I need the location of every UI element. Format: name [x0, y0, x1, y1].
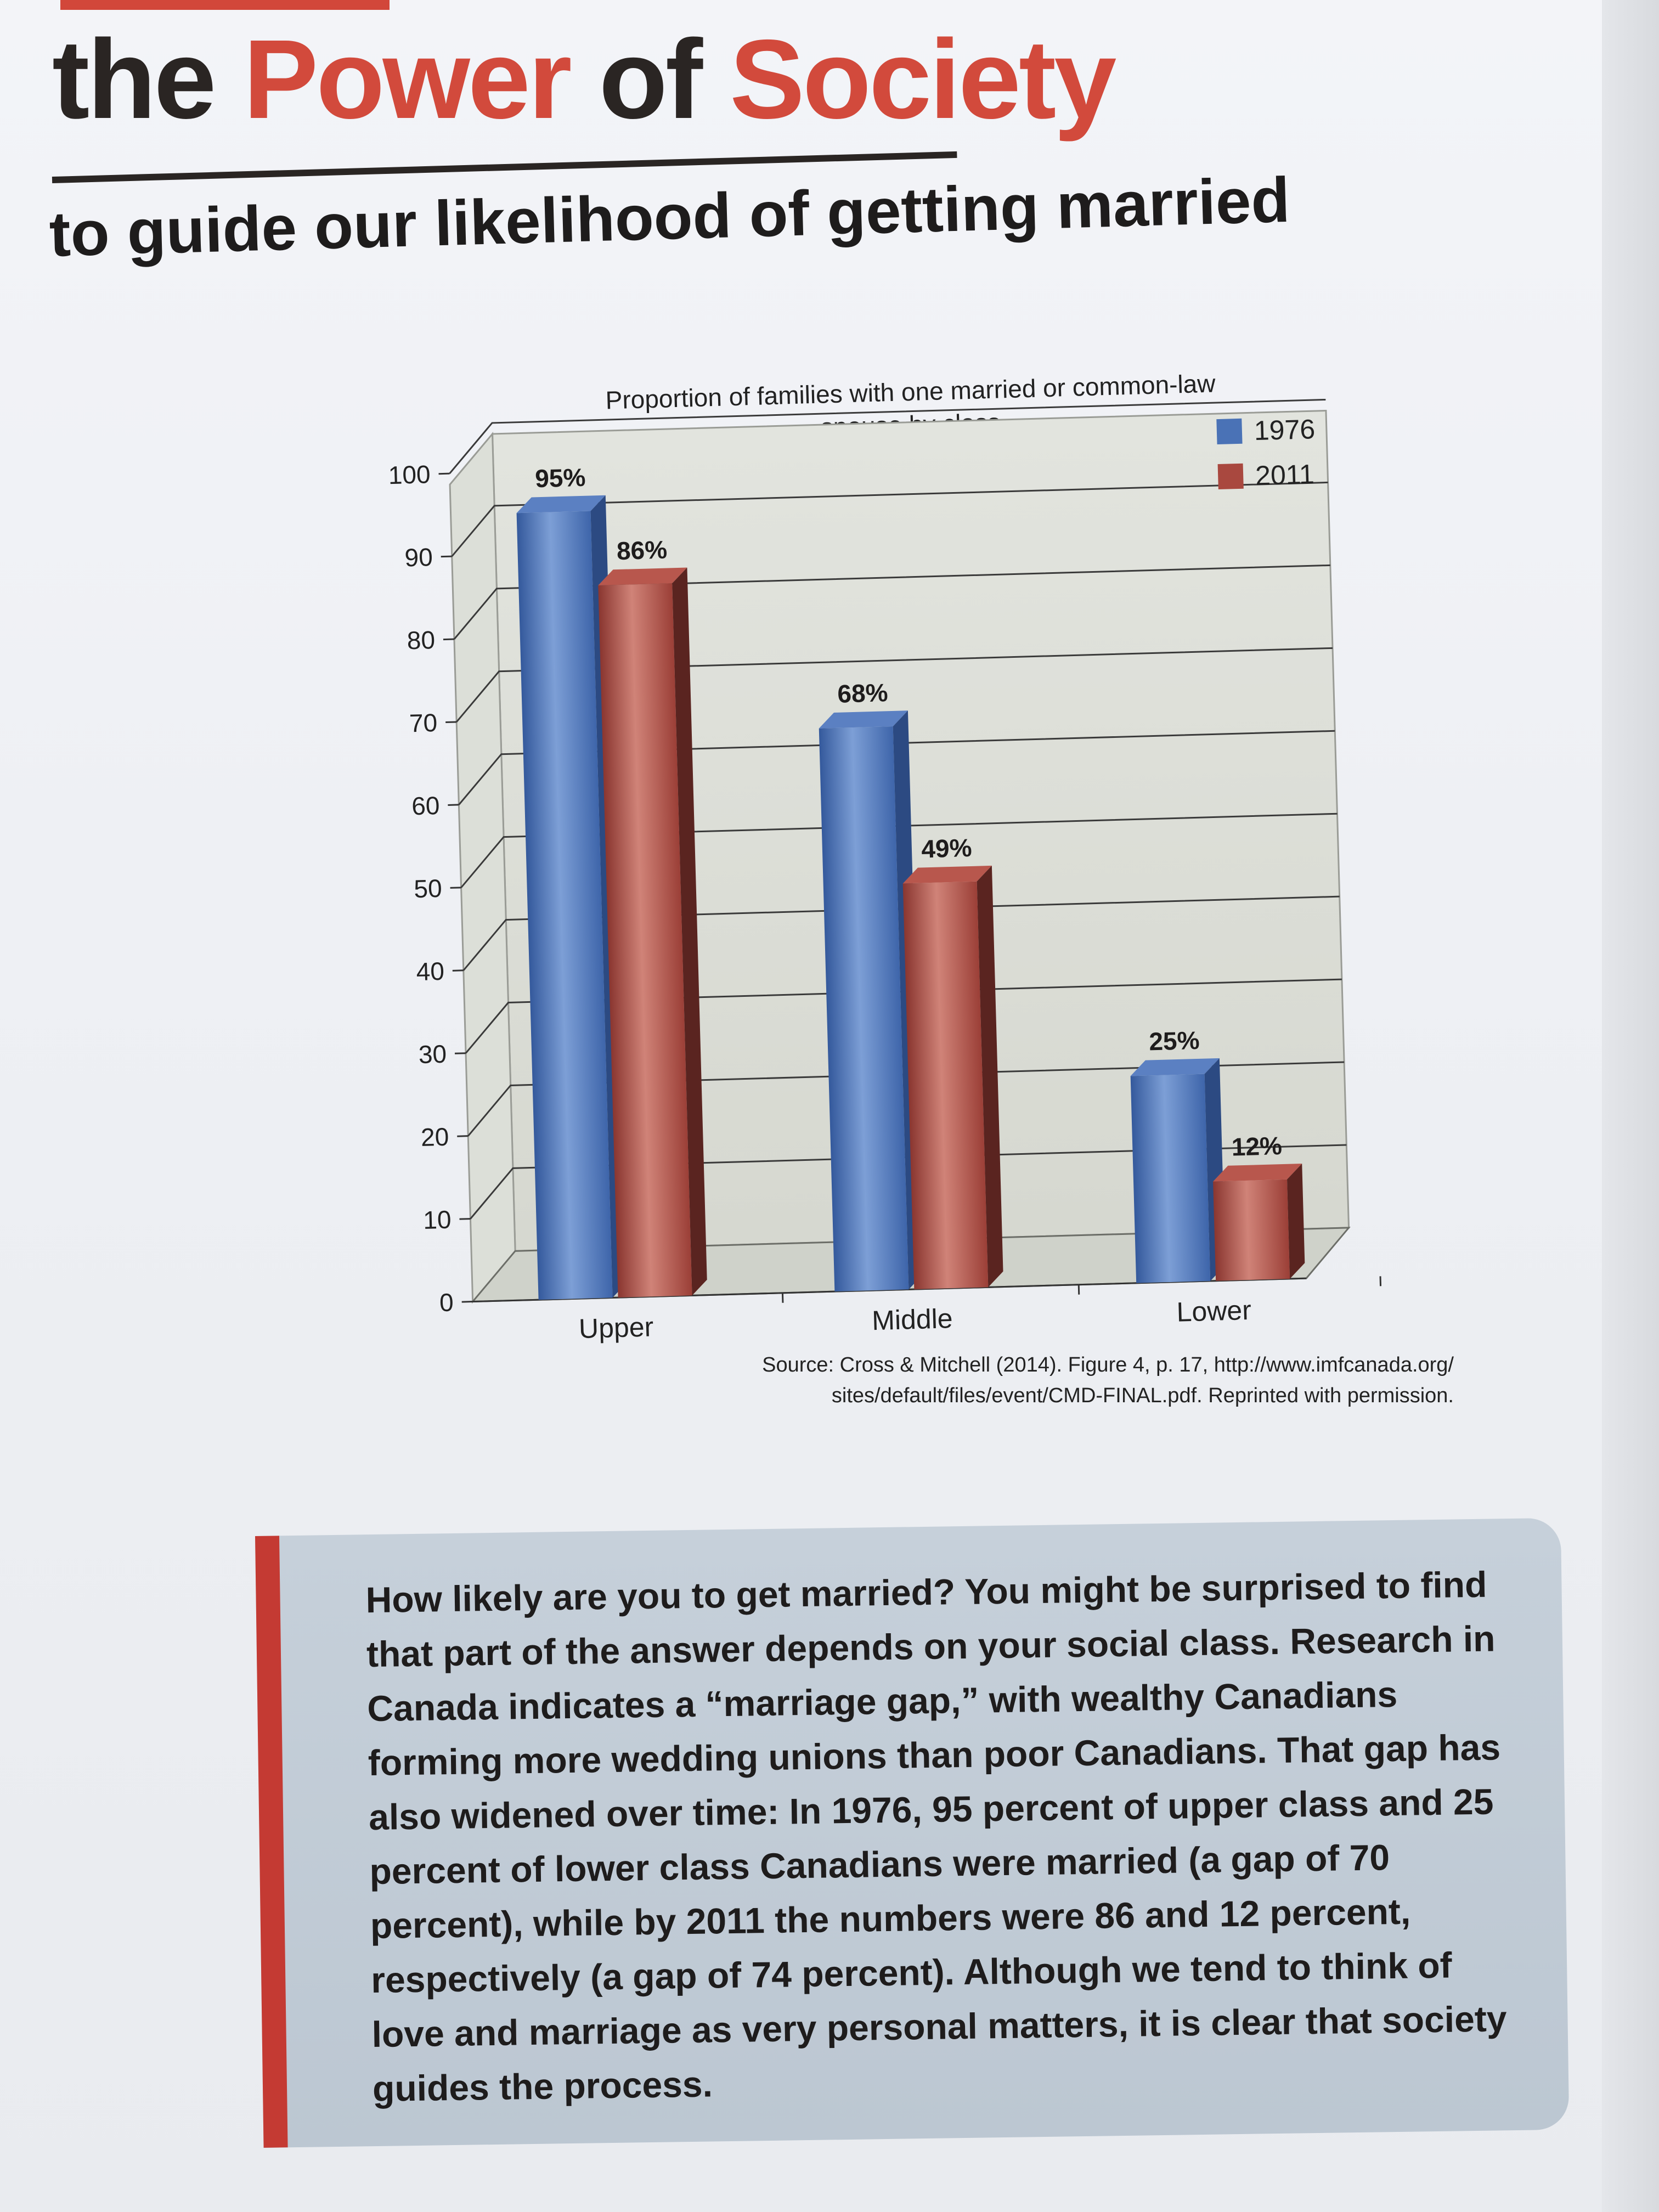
title-word-society: Society — [730, 16, 1115, 142]
x-tick-label-upper: Upper — [578, 1311, 654, 1345]
x-tick-mark — [782, 1293, 783, 1303]
source-citation — [741, 1350, 1454, 1411]
y-tick-label: 10 — [422, 1205, 452, 1234]
y-tick-label: 60 — [411, 791, 441, 821]
callout-text: How likely are you to get married? You might be surprised to find that part of the answer depends on your social class. Research in Canada indicates a “marriage gap,” with wealthy Canadians forming more wedding unions than poor Canadians. That gap has also widened over time: In 1976, 95 percent of upper class and 25 percent of lower class Canadians were married (a gap of 70 percent), while by 2011 the numbers were 86 and 12 percent, respectively (a gap of 74 percent). Although we tend to think of love and marriage as very personal matters, it is clear that society guides the process. — [365, 1564, 1507, 2109]
page-subtitle: to guide our likelihood of getting married — [48, 163, 1291, 270]
y-tick-mark — [459, 1219, 470, 1220]
bar-lower-2011 — [1213, 1180, 1290, 1281]
y-tick-label: 100 — [388, 460, 431, 490]
data-label-middle-2011: 49% — [921, 833, 973, 864]
callout-accent-bar — [255, 1536, 288, 2148]
y-tick-mark — [443, 639, 454, 640]
legend-swatch-1976 — [1216, 419, 1242, 444]
x-tick-label-middle: Middle — [871, 1303, 953, 1336]
page-title — [52, 16, 1259, 143]
title-word-power: Power — [243, 16, 570, 142]
source-line-2: sites/default/files/event/CMD-FINAL.pdf. Reprinted with permission. — [831, 1384, 1454, 1407]
y-tick-mark — [453, 970, 464, 971]
y-tick-label: 40 — [415, 956, 445, 986]
y-tick-label: 90 — [404, 543, 433, 572]
chart-title-line-1: Proportion of families with one married or common-law — [605, 369, 1216, 415]
data-label-upper-2011: 86% — [616, 535, 668, 566]
y-tick-mark — [439, 473, 450, 474]
y-tick-label: 20 — [420, 1122, 449, 1152]
bar-middle-1976 — [819, 726, 909, 1291]
chart-svg — [0, 324, 1481, 1399]
y-tick-mark — [441, 556, 452, 557]
chart-plot-area — [387, 399, 1381, 1349]
page-edge-shadow — [1602, 0, 1659, 2212]
top-accent-bar — [60, 0, 390, 10]
bar-chart — [0, 324, 1481, 1399]
legend-label-1976: 1976 — [1254, 414, 1316, 447]
data-label-upper-1976: 95% — [534, 462, 586, 493]
y-tick-label: 50 — [413, 873, 443, 904]
y-tick-label: 0 — [439, 1288, 454, 1317]
y-tick-label: 30 — [418, 1039, 447, 1069]
y-tick-mark — [445, 722, 456, 723]
title-word-of: of — [599, 16, 701, 142]
data-label-lower-1976: 25% — [1148, 1025, 1200, 1056]
legend-label-2011: 2011 — [1255, 459, 1315, 492]
y-tick-label: 80 — [407, 625, 436, 655]
x-tick-label-lower: Lower — [1176, 1294, 1252, 1328]
data-label-middle-1976: 68% — [837, 678, 889, 708]
y-tick-mark — [455, 1053, 466, 1054]
title-word-the: the — [52, 16, 215, 142]
legend-swatch-2011 — [1218, 464, 1244, 489]
bar-middle-2011 — [903, 882, 989, 1289]
callout-box — [255, 1518, 1569, 2148]
y-tick-label: 70 — [409, 708, 438, 738]
data-label-lower-2011: 12% — [1231, 1131, 1283, 1161]
source-line-1: Source: Cross & Mitchell (2014). Figure 4, p. 17, http://www.imfcanada.org/ — [762, 1353, 1454, 1376]
bar-side-lower-2011 — [1286, 1164, 1305, 1279]
bar-lower-1976 — [1131, 1074, 1210, 1283]
x-tick-mark — [1380, 1276, 1381, 1286]
y-tick-mark — [457, 1136, 468, 1137]
